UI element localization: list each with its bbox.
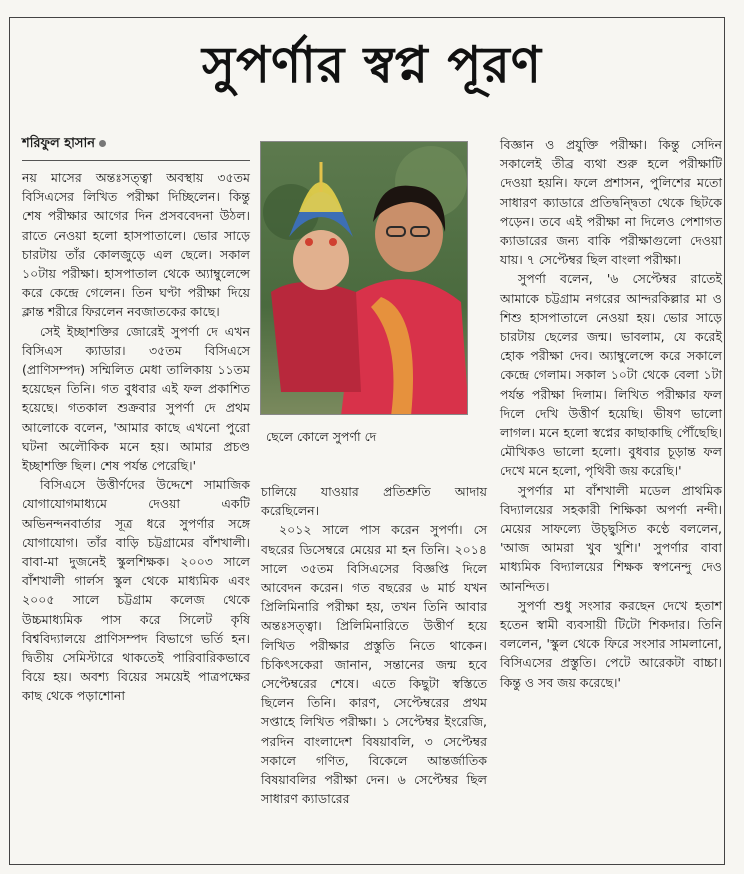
article-column-1 [22,168,250,706]
baby-face [293,230,349,290]
article-photo [260,141,468,415]
byline [22,135,106,153]
paragraph: বিসিএসে উত্তীর্ণদের উদ্দেশে সামাজিক যোগাযোগমাধ্যমে দেওয়া একটি অভিনন্দনবার্তার সূত্র ধরে সুপর্ণার সঙ্গে যোগাযোগ। তাঁর বাড়ি চট্টগ্রামের বাঁশখালী। বাবা-মা দুজনেই স্কুলশিক্ষক। ২০০৩ সালে বাঁশখালী গার্লস স্কুল থেকে মাধ্যমিক এবং ২০০৫ সালে চট্টগ্রাম কলেজ থেকে উচ্চমাধ্যমিক পাস করে সিলেট কৃষি বিশ্ববিদ্যালয়ে প্রাণিসম্পদ বিভাগে ভর্তি হন। দ্বিতীয় সেমিস্টারে থাকতেই পারিবারিকভাবে বিয়ে হয়। অবশ্য বিয়ের সময়েই পাত্রপক্ষের কাছ থেকে পড়াশোনা [22,477,250,704]
paragraph: বিজ্ঞান ও প্রযুক্তি পরীক্ষা। কিন্তু সেদিন সকালেই তীব্র ব্যথা শুরু হলে পরীক্ষাটি দেওয়া হয়নি। ফলে প্রশাসন, পুলিশের মতো সাধারণ ক্যাডারে প্রতিদ্বন্দ্বিতা থেকে ছিটকে পড়েন। তবে এই পরীক্ষা না দিলেও পেশাগত ক্যাডারের জন্য বাকি পরীক্ষাগুলো দেওয়া যায়। ৭ সেপ্টেম্বর ছিল বাংলা পরীক্ষা। [500,137,722,268]
paragraph: সুপর্ণা বলেন, '৬ সেপ্টেম্বর রাতেই আমাকে চট্টগ্রাম নগরের আন্দরকিল্লার মা ও শিশু হাসপাতালে নেওয়া হয়। ভোর সাড়ে চারটায় ছেলের জন্ম। ভাবলাম, যে করেই হোক পরীক্ষা দেব। অ্যাম্বুলেন্সে করে সকালে কেন্দ্রে গেলাম। সকাল ১০টা থেকে বেলা ১টা পর্যন্ত পরীক্ষা দিলাম। লিখিত পরীক্ষার ফল দিলে দেখি উত্তীর্ণ হয়েছি। ভীষণ ভালো লাগল। মনে হলো স্বপ্নের কাছাকাছি পৌঁছেছি। মৌখিকও ভালো হলো। বুধবার চূড়ান্ত ফল দেখে মনে হলো, পৃথিবী জয় করেছি।' [500,271,722,479]
paragraph: নয় মাসের অন্তঃসত্ত্বা অবস্থায় ৩৫তম বিসিএসের লিখিত পরীক্ষা দিচ্ছিলেন। কিন্তু শেষ পরীক্ষার আগের দিন প্রসববেদনা উঠল। রাতে নেওয়া হলো হাসপাতালে। ভোর সাড়ে চারটায় তাঁর কোলজুড়ে এল ছেলে। সকাল ১০টায় পরীক্ষা। হাসপাতাল থেকে অ্যাম্বুলেন্সে করে কেন্দ্রে গেলেন। তিন ঘণ্টা পরীক্ষা দিয়ে ক্লান্ত শরীরে ফিরলেন নবজাতকের কাছে। [22,170,250,320]
paragraph: সেই ইচ্ছাশক্তির জোরেই সুপর্ণা দে এখন বিসিএস ক্যাডার। ৩৫তম বিসিএসে (প্রাণিসম্পদ) সম্মিলিত মেধা তালিকায় ১১তম হয়েছেন তিনি। গত বুধবার এই ফল প্রকাশিত হয়েছে। গতকাল শুক্রবার সুপর্ণা দে প্রথম আলোকে বলেন, 'আমার কাছে এখনো পুরো ঘটনা অলৌকিক মনে হয়। আমার প্রচণ্ড ইচ্ছাশক্তি ছিল। শেষ পর্যন্ত পেরেছি।' [22,323,250,474]
byline-divider [22,160,250,161]
article-column-2 [261,482,487,808]
paragraph: চালিয়ে যাওয়ার প্রতিশ্রুতি আদায় করেছিলেন। [261,484,487,519]
paragraph: সুপর্ণার মা বাঁশখালী মডেল প্রাথমিক বিদ্যালয়ের সহকারী শিক্ষিকা অপর্ণা নন্দী। মেয়ের সাফল্যে উচ্ছ্বসিত কণ্ঠে বললেন, 'আজ আমরা খুব খুশি।' সুপর্ণার বাবা মাধ্যমিক বিদ্যালয়ের শিক্ষক স্বপনেন্দু দেও আনন্দিত। [500,482,722,594]
paragraph: ২০১২ সালে পাস করেন সুপর্ণা। সে বছরের ডিসেম্বরে মেয়ের মা হন তিনি। ২০১৪ সালে ৩৫তম বিসিএসের বিজ্ঞপ্তি দিলে আবেদন করেন। গত বছরের ৬ মার্চ যখন প্রিলিমিনারি পরীক্ষা হয়, তখন তিনি আবার অন্তঃসত্ত্বা। প্রিলিমিনারিতে উত্তীর্ণ হয়ে লিখিত পরীক্ষার প্রস্তুতি নিতে থাকেন। চিকিৎসকেরা জানান, সন্তানের জন্ম হবে সেপ্টেম্বরের শেষে। এতে কিছুটা স্বস্তিতে ছিলেন তিনি। কারণ, সেপ্টেম্বরের প্রথম সপ্তাহে লিখিত পরীক্ষা। ১ সেপ্টেম্বর ইংরেজি, পরদিন বাংলাদেশ বিষয়াবলি, ৩ সেপ্টেম্বর সকালে গণিত, বিকেলে আন্তর্জাতিক বিষয়াবলির পরীক্ষা দেন। ৬ সেপ্টেম্বর ছিল সাধারণ ক্যাডারের [261,522,487,807]
mother-and-child-photo [261,142,468,415]
byline-dot-icon [99,140,106,147]
photo-caption: ছেলে কোলে সুপর্ণা দে [266,429,377,444]
article-column-3 [500,135,722,692]
byline-author: শরিফুল হাসান [22,136,95,151]
headline: সুপর্ণার স্বপ্ন পূরণ [201,35,543,94]
baby-outfit [271,282,361,392]
paragraph: সুপর্ণা শুধু সংসার করছেন দেখে হতাশ হতেন স্বামী ব্যবসায়ী টিটো শিকদার। তিনি বললেন, 'স্কুল থেকে ফিরে সংসার সামলানো, বিসিএসের প্রস্তুতি। পেটে আরেকটা বাচ্চা। কিন্তু ও সব জয় করেছে।' [500,597,722,690]
